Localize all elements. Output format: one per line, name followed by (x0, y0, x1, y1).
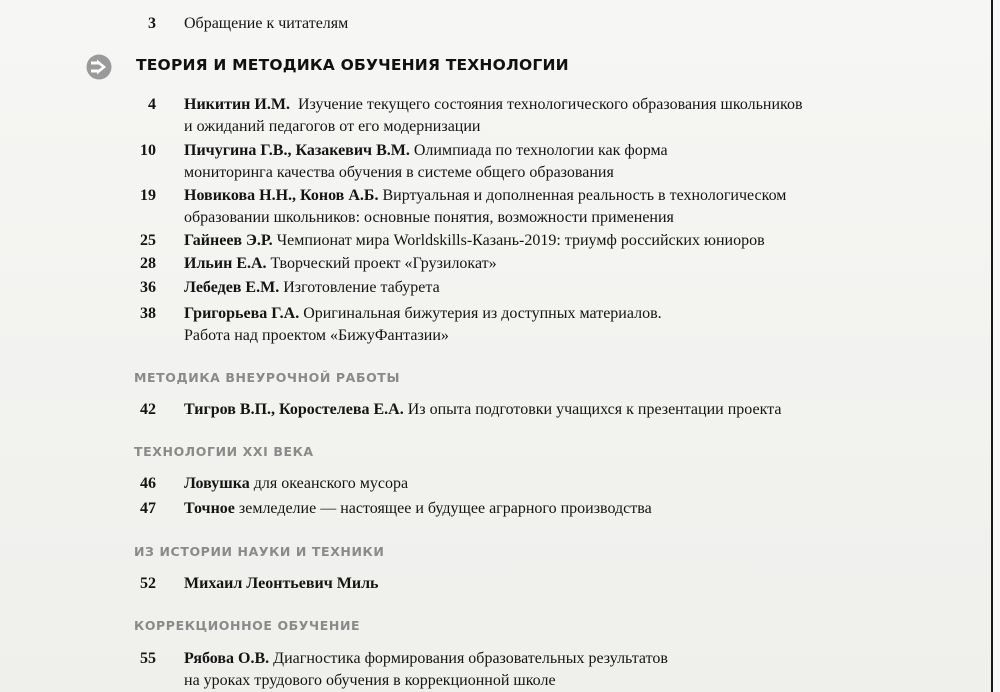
entry-title-continued: и ожиданий педагогов от его модернизации (184, 118, 481, 135)
entry-text (184, 303, 914, 347)
entry-text (184, 253, 914, 275)
page-number: 55 (140, 650, 156, 667)
entry-title: Оригинальная бижутерия из доступных материалов. (303, 305, 662, 322)
entry-title: Диагностика формирования образовательных результатов (273, 650, 668, 667)
entry-text (184, 185, 914, 229)
entry-title-continued: мониторинга качества обучения в системе общего образования (184, 164, 614, 181)
entry-author: Точное (184, 500, 235, 517)
entry-line: Обращение к читателям (184, 15, 349, 32)
page-number: 25 (140, 232, 156, 249)
entry-author: Пичугина Г.В., Казакевич В.М. (184, 142, 410, 159)
page-number: 10 (140, 142, 156, 159)
entry-title: Олимпиада по технологии как форма (413, 142, 668, 159)
entry-text (184, 399, 914, 421)
entry-title-continued: на уроках трудового обучения в коррекционной школе (184, 672, 556, 689)
entry-title-continued: Работа над проектом «БижуФантазии» (184, 327, 449, 344)
entry-author: Григорьева Г.А. (184, 305, 300, 322)
page-number: 28 (140, 255, 156, 272)
entry-text (184, 277, 914, 299)
entry-title: Чемпионат мира Worldskills-Казань-2019: триумф российских юниоров (276, 232, 765, 249)
entry-text (184, 573, 914, 595)
page-margin (993, 0, 1000, 692)
entry-author: Новикова Н.Н., Конов А.Б. (184, 187, 379, 204)
page-number: 36 (140, 279, 156, 296)
section-heading-tech21: ТЕХНОЛОГИИ XXI ВЕКА (134, 444, 314, 459)
entry-title: Изготовление табурета (283, 279, 440, 296)
entry-author: Рябова О.В. (184, 650, 270, 667)
entry-text (184, 140, 914, 184)
entry-title: Из опыта подготовки учащихся к презентации проекта (407, 401, 782, 418)
entry-title: для океанского мусора (253, 475, 409, 492)
page-number: 4 (148, 96, 156, 113)
page-number: 42 (140, 401, 156, 418)
entry-title: земледелие — настоящее и будущее аграрного производства (238, 500, 652, 517)
entry-text (184, 94, 914, 138)
page-number: 3 (148, 15, 156, 32)
entry-author: Никитин И.М. (184, 96, 290, 113)
section-heading-extracurricular: МЕТОДИКА ВНЕУРОЧНОЙ РАБОТЫ (134, 370, 400, 385)
entry-title: Изучение текущего состояния технологического образования школьников (297, 96, 803, 113)
section-heading-history: ИЗ ИСТОРИИ НАУКИ И ТЕХНИКИ (134, 544, 385, 559)
entry-title: Творческий проект «Грузилокат» (270, 255, 497, 272)
entry-title (184, 13, 914, 35)
page-number: 38 (140, 305, 156, 322)
entry-author: Ловушка (184, 475, 250, 492)
entry-author: Лебедев Е.М. (184, 279, 280, 296)
entry-title-continued: образовании школьников: основные понятия, возможности применения (184, 209, 674, 226)
page-number: 47 (140, 500, 156, 517)
section-heading-correctional: КОРРЕКЦИОННОЕ ОБУЧЕНИЕ (134, 618, 361, 633)
section-title: ТЕОРИЯ И МЕТОДИКА ОБУЧЕНИЯ ТЕХНОЛОГИИ (136, 56, 569, 74)
entry-text (184, 498, 914, 520)
page-number: 46 (140, 475, 156, 492)
page-number: 19 (140, 187, 156, 204)
entry-author: Ильин Е.А. (184, 255, 267, 272)
arrow-right-icon (86, 54, 112, 80)
entry-author: Михаил Леонтьевич Миль (184, 575, 379, 592)
entry-text (184, 648, 914, 692)
page-number: 52 (140, 575, 156, 592)
entry-text (184, 473, 914, 495)
entry-text (184, 230, 914, 252)
entry-author: Тигров В.П., Коростелева Е.А. (184, 401, 404, 418)
entry-title: Виртуальная и дополненная реальность в технологическом (382, 187, 787, 204)
entry-author: Гайнеев Э.Р. (184, 232, 273, 249)
